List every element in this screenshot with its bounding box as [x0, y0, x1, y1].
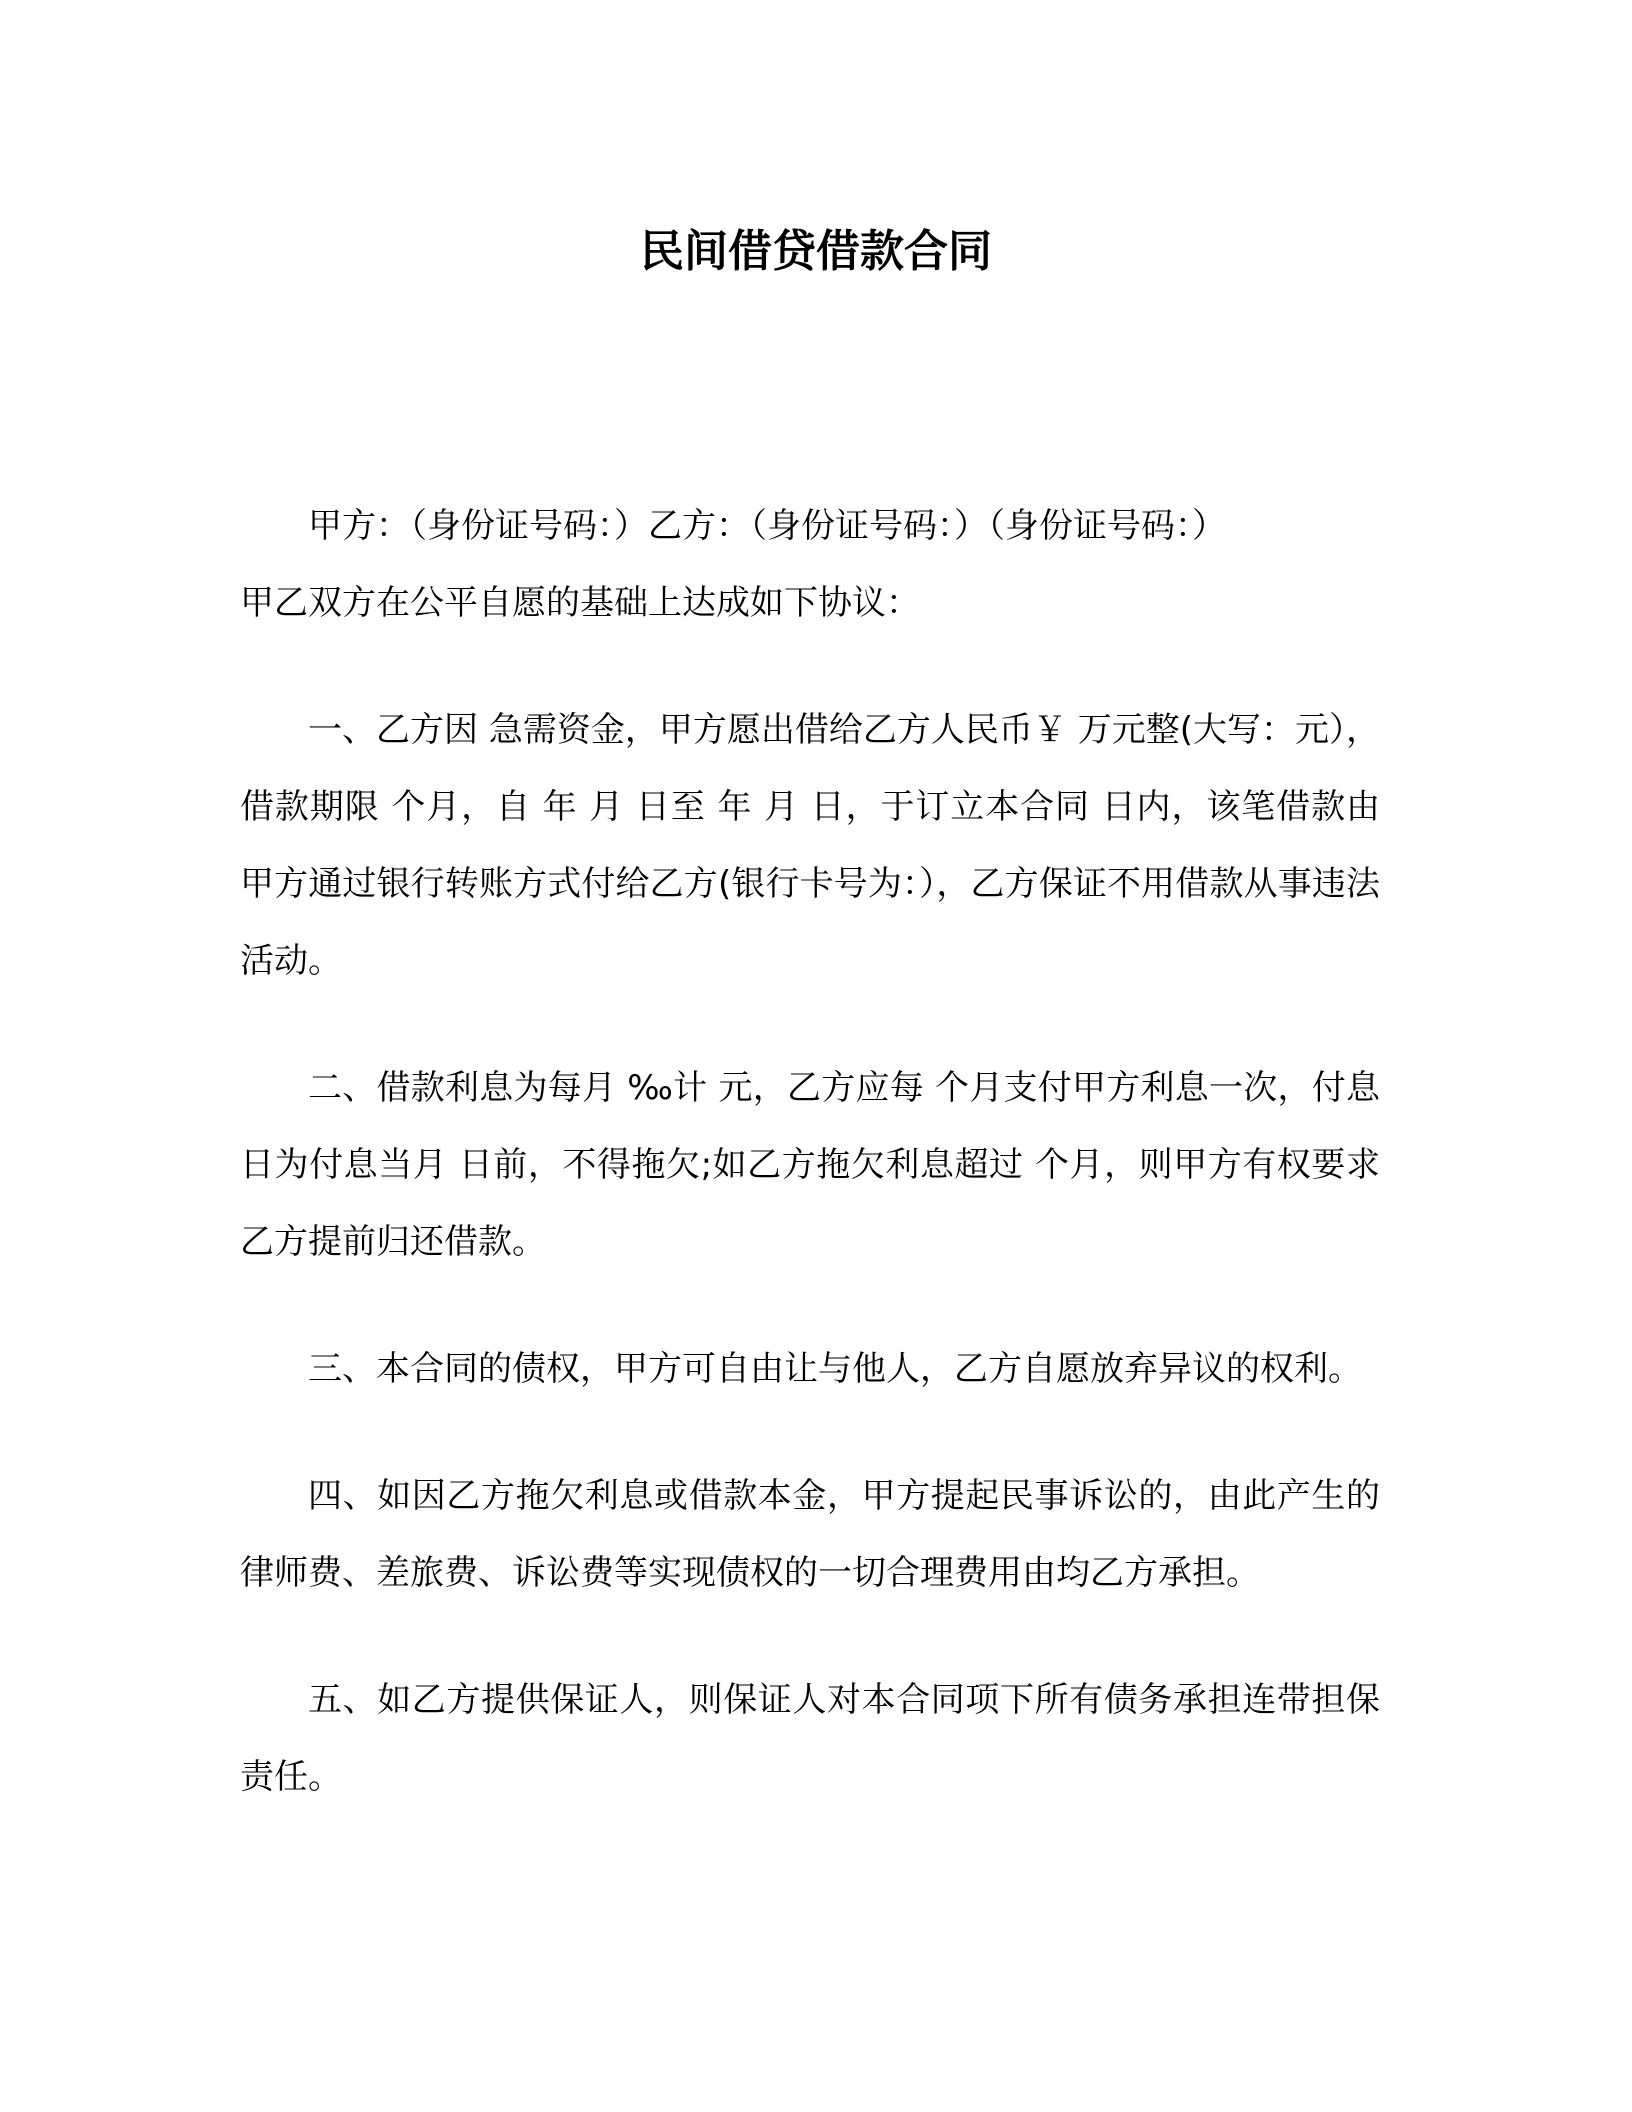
clause-2: 二、借款利息为每月 ‰计 元，乙方应每 个月支付甲方利息一次，付息日为付息当月 日前，不得拖欠;如乙方拖欠利息超过 个月，则甲方有权要求乙方提前归还借款。	[240, 1068, 1380, 1262]
clause-1: 一、乙方因 急需资金，甲方愿出借给乙方人民币￥ 万元整(大写：元），借款期限 个月，自 年 月 日至 年 月 日，于订立本合同 日内，该笔借款由甲方通过银行转账方式付给乙方(银行卡号为：），乙方保证不用借款从事违法活动。	[240, 710, 1380, 981]
clause-4: 四、如因乙方拖欠利息或借款本金，甲方提起民事诉讼的，由此产生的律师费、差旅费、诉讼费等实现债权的一切合理费用由均乙方承担。	[240, 1476, 1380, 1593]
document-title: 民间借贷借款合同	[640, 226, 992, 277]
clause-3: 三、本合同的债权，甲方可自由让与他人，乙方自愿放弃异议的权利。	[308, 1349, 1362, 1389]
agreement-intro: 甲乙双方在公平自愿的基础上达成如下协议：	[240, 583, 920, 623]
parties-line: 甲方：（身份证号码：）乙方：（身份证号码：）（身份证号码：）	[308, 506, 1226, 546]
clause-5: 五、如乙方提供保证人，则保证人对本合同项下所有债务承担连带担保责任。	[240, 1680, 1380, 1797]
document-body	[240, 488, 1380, 1866]
